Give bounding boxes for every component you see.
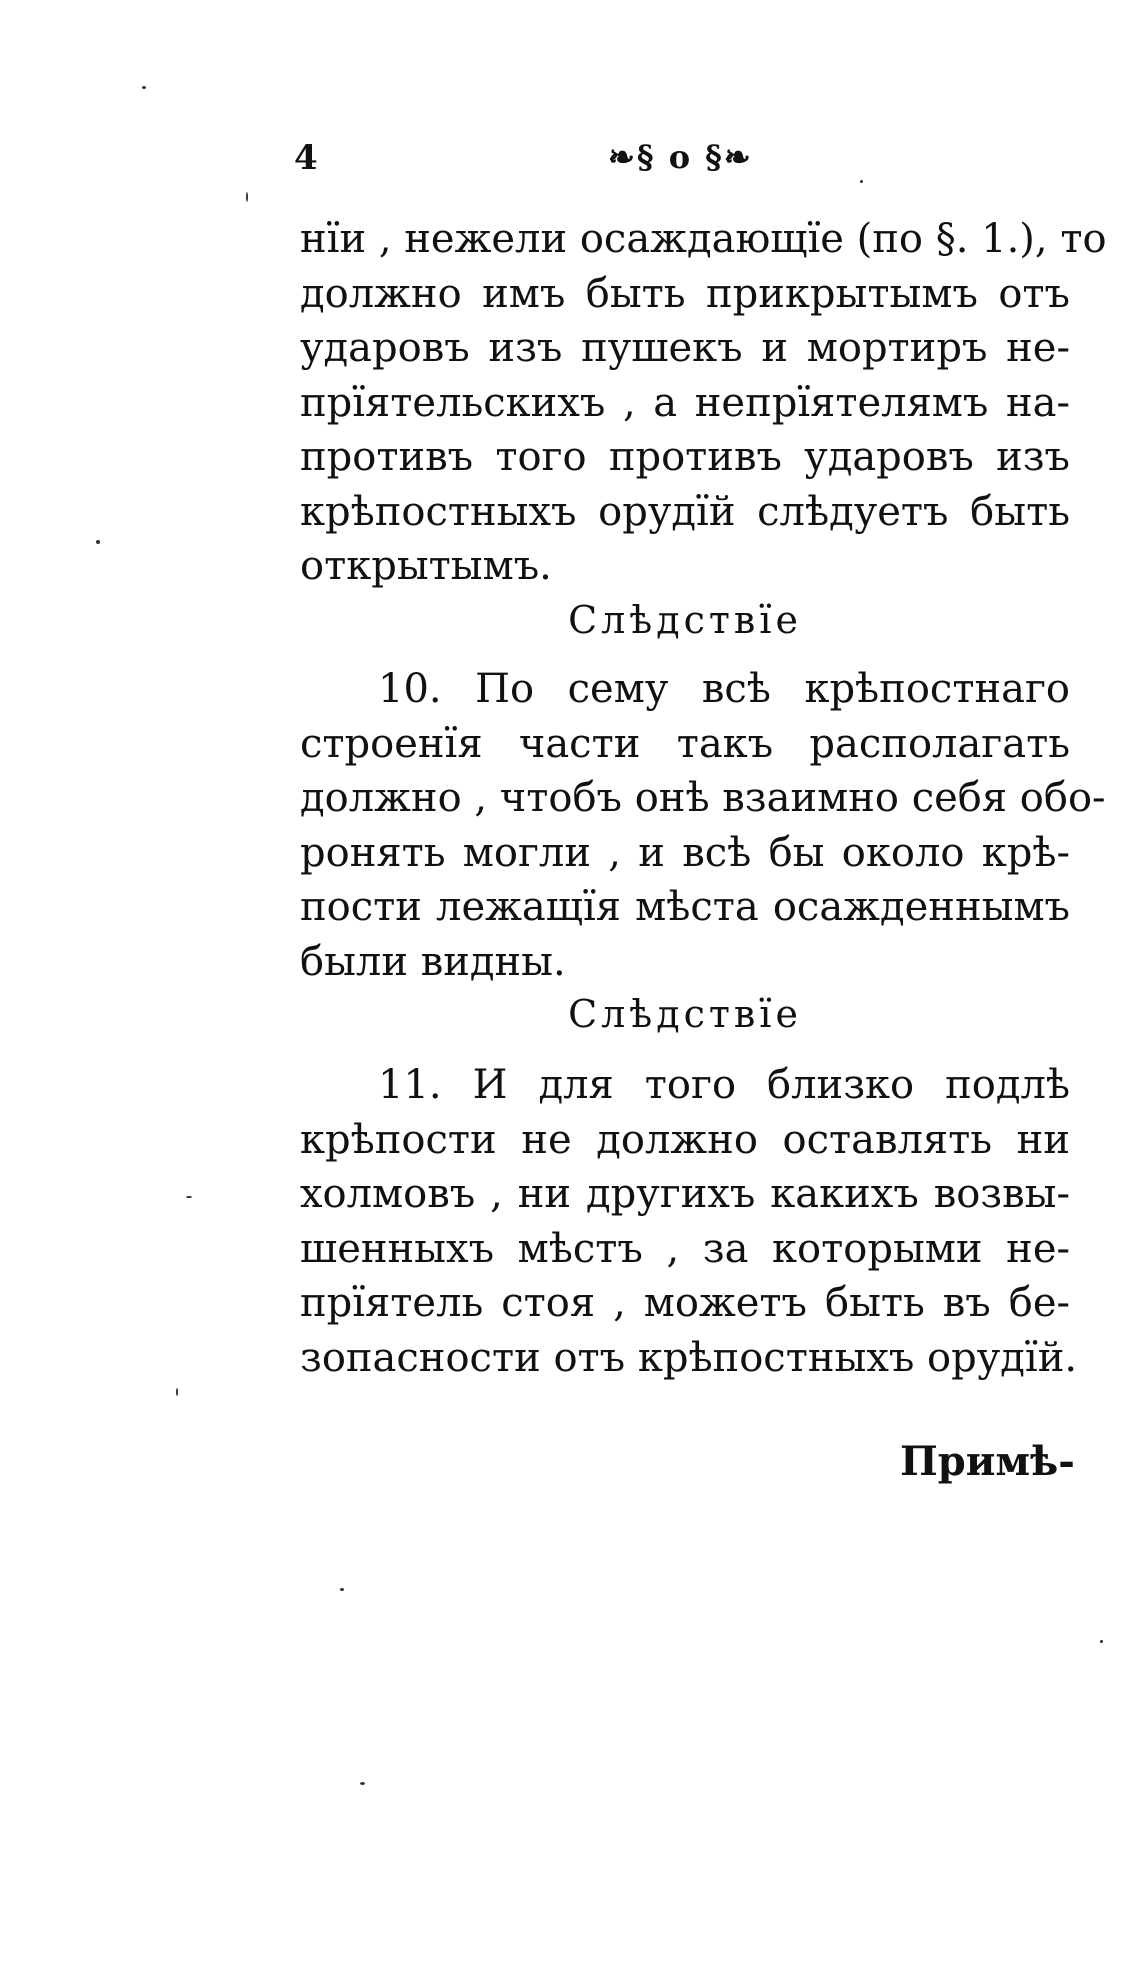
scan-speck	[340, 1588, 344, 1591]
text-line: нїи , нежели осаждающїе (по §. 1.), то	[300, 216, 1107, 262]
paragraph-3	[300, 1058, 1078, 1385]
text-line: 10. По сему всѣ крѣпостнаго	[378, 666, 1070, 712]
scan-speck	[246, 192, 248, 202]
scan-speck	[360, 1782, 365, 1785]
text-line: должно имъ быть прикрытымъ отъ	[300, 270, 1070, 317]
page-header	[290, 138, 1070, 178]
scan-speck	[860, 180, 863, 183]
text-line: ронять могли , и всѣ бы около крѣ-	[300, 829, 1070, 876]
text-line: должно , чтобъ онѣ взаимно себя обо-	[300, 775, 1106, 821]
text-line: ударовъ изъ пушекъ и мортиръ не-	[300, 325, 1070, 371]
section-heading: Слѣдствїе	[568, 992, 802, 1036]
text-line: прїятель стоя , можетъ быть въ бе-	[300, 1280, 1070, 1326]
scan-speck	[176, 1388, 178, 1396]
catchword: Примѣ-	[900, 1438, 1075, 1485]
text-line: строенїя части такъ располагать	[300, 720, 1070, 767]
text-line: крѣпостныхъ орудїй слѣдуетъ быть	[300, 488, 1070, 535]
text-line: шенныхъ мѣстъ , за которыми не-	[300, 1225, 1070, 1272]
paragraph-2	[300, 662, 1106, 989]
text-line: крѣпости не должно оставлять ни	[300, 1116, 1070, 1163]
scan-speck	[1100, 1640, 1103, 1643]
paragraph-1	[300, 212, 1107, 594]
scan-speck	[96, 540, 100, 544]
text-line: противъ того противъ ударовъ изъ	[300, 434, 1070, 480]
text-line: пости лежащїя мѣста осажденнымъ	[300, 884, 1070, 930]
text-line: 11. И для того близко подлѣ	[378, 1062, 1070, 1108]
text-line: были видны.	[300, 938, 566, 985]
text-line: зопасности отъ крѣпостныхъ орудїй.	[300, 1334, 1078, 1381]
scan-speck	[142, 86, 146, 89]
page-number: 4	[294, 138, 318, 178]
text-line: открытымъ.	[300, 543, 552, 589]
scan-speck	[186, 1196, 192, 1198]
section-heading: Слѣдствїе	[568, 598, 802, 642]
text-line: прїятельскихъ , а непрїятелямъ на-	[300, 379, 1070, 426]
text-line: холмовъ , ни другихъ какихъ возвы-	[300, 1171, 1070, 1217]
header-ornament: ❧§ o §❧	[608, 138, 753, 176]
